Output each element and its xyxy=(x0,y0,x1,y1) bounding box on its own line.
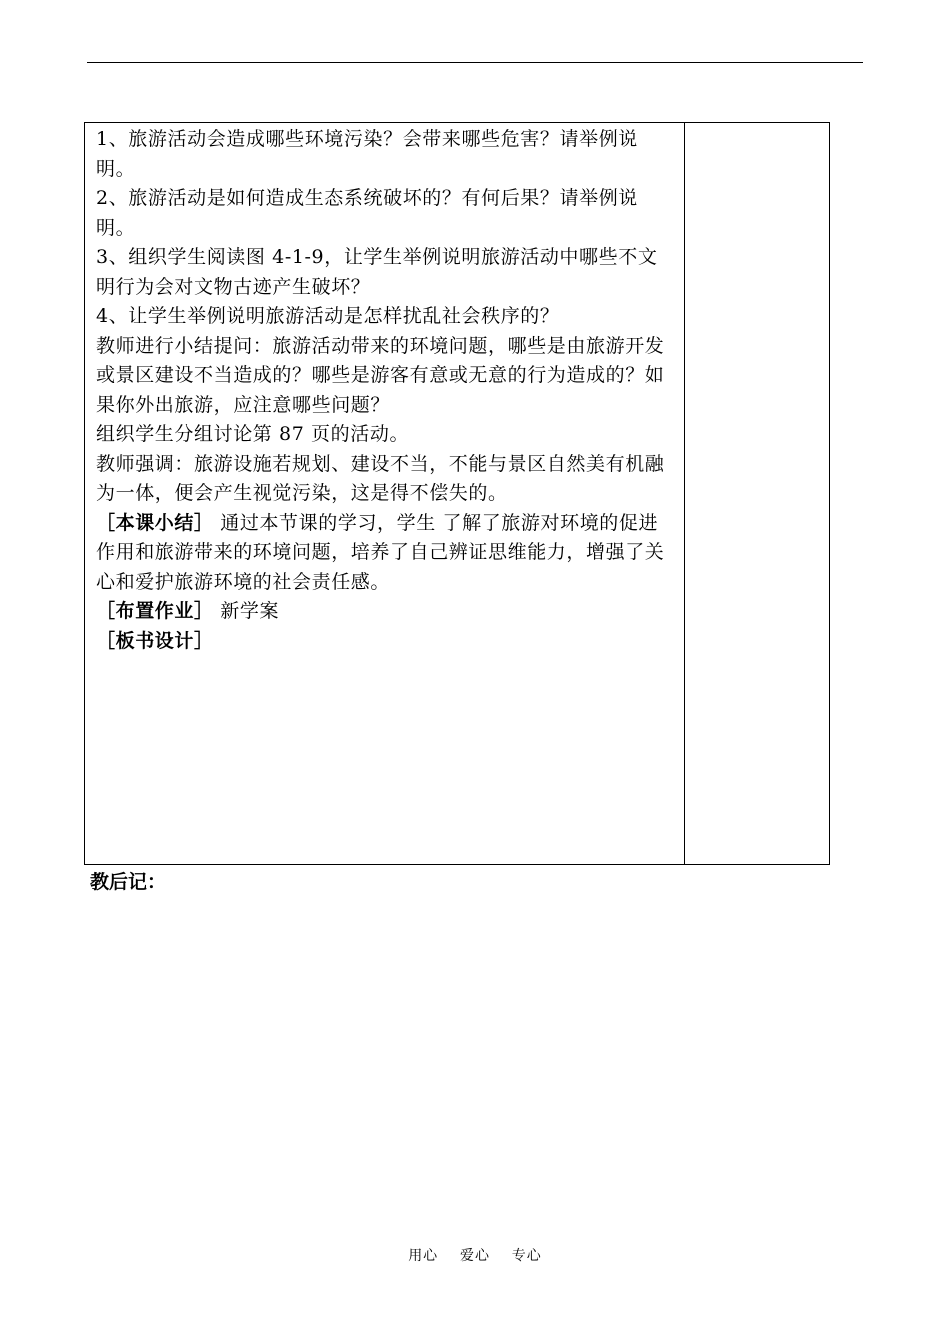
question-2: 2、旅游活动是如何造成生态系统破坏的？有何后果？请举例说明。 xyxy=(96,187,638,239)
homework-text: 新学案 xyxy=(213,600,280,622)
notes-cell xyxy=(685,123,829,864)
question-4: 4、让学生举例说明旅游活动是怎样扰乱社会秩序的？ xyxy=(96,305,560,327)
board-design xyxy=(96,627,676,657)
page-footer: 用心 爱心 专心 xyxy=(408,1248,542,1264)
teacher-emphasis: 教师强调：旅游设施若规划、建设不当，不能与景区自然美有机融为一体，便会产生视觉污染，这是得不偿失的。 xyxy=(96,452,665,504)
homework-label: ［布置作业］ xyxy=(96,600,214,622)
homework xyxy=(96,597,676,627)
group-discussion: 组织学生分组讨论第 87 页的活动。 xyxy=(96,423,410,445)
summary-text: 通过本节课的学习，学生 了解了旅游对环境的促进作用和旅游带来的环境问题，培养了自己辨证思维能力，增强了关心和爱护旅游环境的社会责任感。 xyxy=(96,511,665,593)
lesson-content-cell xyxy=(85,123,685,864)
after-class-note: 教后记： xyxy=(90,871,167,893)
summary-question: 教师进行小结提问：旅游活动带来的环境问题，哪些是由旅游开发或景区建设不当造成的？哪些是游客有意或无意的行为造成的？如果你外出旅游，应注意哪些问题？ xyxy=(96,334,665,416)
header-rule xyxy=(87,62,863,63)
board-label: ［板书设计］ xyxy=(96,629,214,652)
lesson-table xyxy=(84,122,830,865)
question-1: 1、旅游活动会造成哪些环境污染？会带来哪些危害？请举例说明。 xyxy=(96,128,638,180)
question-3: 3、组织学生阅读图 4-1-9，让学生举例说明旅游活动中哪些不文明行为会对文物古迹产生破坏？ xyxy=(96,246,658,298)
summary-label: ［本课小结］ xyxy=(96,511,214,534)
lesson-summary xyxy=(96,509,676,598)
